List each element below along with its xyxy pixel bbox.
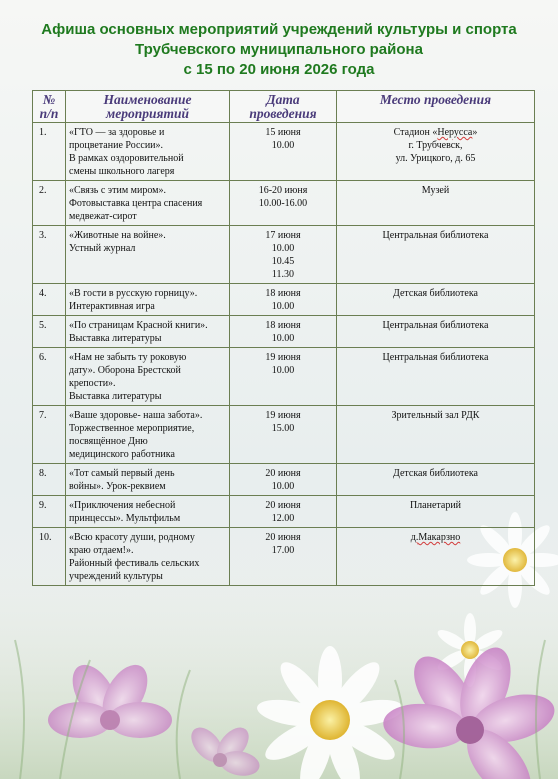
event-date-line: 11.30 (271, 269, 295, 280)
event-date (230, 348, 337, 406)
event-name-line: В рамках оздоровительной (69, 153, 184, 164)
row-number: 8. (33, 464, 66, 496)
event-date (230, 464, 337, 496)
event-name (66, 181, 230, 226)
event-date-line: 20 июня (265, 532, 301, 543)
table-row (33, 316, 535, 348)
event-name (66, 464, 230, 496)
table-row (33, 406, 535, 464)
event-name-line: краю отдаем!». (69, 545, 134, 556)
event-name-line: Районный фестиваль сельских (69, 558, 200, 569)
event-place (337, 284, 535, 316)
table-row (33, 348, 535, 406)
event-place-line: Планетарий (409, 500, 462, 511)
event-name-line: смены школьного лагеря (69, 166, 175, 177)
event-date (230, 496, 337, 528)
event-date-line: 12.00 (271, 513, 295, 524)
event-place-line: г. Трубчевск, (408, 140, 463, 151)
event-name (66, 284, 230, 316)
event-place-line (339, 126, 532, 139)
event-name-line: Устный журнал (69, 243, 136, 254)
event-name-line: «Всю красоту души, родному (69, 532, 195, 543)
event-date (230, 284, 337, 316)
table-row (33, 123, 535, 181)
event-date (230, 226, 337, 284)
header-num-line: № (42, 92, 56, 107)
event-name-line: «ГТО — за здоровье и (69, 127, 165, 138)
event-date-line: 10.45 (271, 256, 295, 267)
event-place-line: Зрительный зал РДК (391, 410, 480, 421)
event-place-line: Центральная библиотека (382, 320, 489, 331)
event-place (337, 316, 535, 348)
event-name (66, 528, 230, 586)
event-name-line: Выставка литературы (69, 391, 162, 402)
table-row (33, 464, 535, 496)
row-number: 3. (33, 226, 66, 284)
event-name (66, 226, 230, 284)
header-date-line: Дата (266, 92, 300, 107)
event-date-line: 20 июня (265, 468, 301, 479)
page-title (20, 20, 538, 80)
event-place (337, 464, 535, 496)
event-place-line (339, 531, 532, 544)
event-name (66, 496, 230, 528)
event-name-line: войны». Урок-реквием (69, 481, 166, 492)
event-date-line: 10.00-16.00 (258, 198, 308, 209)
table-row (33, 181, 535, 226)
row-number: 4. (33, 284, 66, 316)
header-date-line: проведения (249, 106, 317, 121)
event-date-line: 19 июня (265, 352, 301, 363)
event-name (66, 348, 230, 406)
event-name-line: процветание России». (69, 140, 164, 151)
header-date (230, 91, 337, 123)
title-line-3: с 15 по 20 июня 2026 года (183, 61, 375, 78)
event-place (337, 406, 535, 464)
event-date-line: 15.00 (271, 423, 295, 434)
place-text: Макарзно (418, 532, 461, 543)
event-place (337, 348, 535, 406)
event-date-line: 10.00 (271, 481, 295, 492)
event-date (230, 123, 337, 181)
place-text: д. (410, 532, 419, 543)
header-name-line: мероприятий (106, 106, 189, 121)
event-place (337, 181, 535, 226)
event-date (230, 528, 337, 586)
event-name-line: «Связь с этим миром». (69, 185, 166, 196)
header-name (66, 91, 230, 123)
event-name-line: Фотовыставка центра спасения (69, 198, 203, 209)
event-place-line: Музей (421, 185, 450, 196)
header-num (33, 91, 66, 123)
event-date (230, 406, 337, 464)
event-name (66, 406, 230, 464)
header-place-line: Место проведения (379, 92, 492, 107)
event-name-line: «Приключения небесной (69, 500, 176, 511)
event-place-line: Детская библиотека (393, 468, 478, 479)
event-date-line: 10.00 (271, 301, 295, 312)
table-row (33, 528, 535, 586)
place-text: Нерусса (437, 127, 473, 138)
title-line-2: Трубчевского муниципального района (135, 41, 423, 58)
event-date-line: 20 июня (265, 500, 301, 511)
event-name-line: крепости». (69, 378, 116, 389)
table-row (33, 284, 535, 316)
place-text: Стадион « (393, 127, 438, 138)
event-date-line: 17 июня (265, 230, 301, 241)
header-place (337, 91, 535, 123)
events-table (32, 90, 535, 586)
event-name-line: «Животные на войне». (69, 230, 166, 241)
event-name-line: «По страницам Красной книги». (69, 320, 208, 331)
event-place (337, 528, 535, 586)
event-name-line: посвящённое Дню (69, 436, 148, 447)
row-number: 7. (33, 406, 66, 464)
event-date-line: 19 июня (265, 410, 301, 421)
row-number: 10. (33, 528, 66, 586)
event-date-line: 10.00 (271, 243, 295, 254)
row-number: 6. (33, 348, 66, 406)
event-name-line: дату». Оборона Брестской (69, 365, 181, 376)
event-place (337, 123, 535, 181)
event-name-line: «Нам не забыть ту роковую (69, 352, 187, 363)
header-name-line: Наименование (103, 92, 192, 107)
row-number: 9. (33, 496, 66, 528)
row-number: 2. (33, 181, 66, 226)
row-number: 5. (33, 316, 66, 348)
event-date (230, 316, 337, 348)
row-number: 1. (33, 123, 66, 181)
event-place (337, 496, 535, 528)
event-place-line: Детская библиотека (393, 288, 478, 299)
event-name-line: «Тот самый первый день (69, 468, 175, 479)
event-place-line: ул. Урицкого, д. 65 (395, 153, 476, 164)
event-date-line: 10.00 (271, 140, 295, 151)
event-name-line: учреждений культуры (69, 571, 163, 582)
event-name-line: принцессы». Мультфильм (69, 513, 181, 524)
event-name-line: медицинского работника (69, 449, 175, 460)
event-name (66, 123, 230, 181)
event-place-line: Центральная библиотека (382, 352, 489, 363)
event-name-line: Интерактивная игра (69, 301, 155, 312)
event-date (230, 181, 337, 226)
event-name-line: «Ваше здоровье- наша забота». (69, 410, 203, 421)
event-date-line: 10.00 (271, 365, 295, 376)
title-line-1: Афиша основных мероприятий учреждений культуры и спорта (41, 21, 517, 38)
table-header-row (33, 91, 535, 123)
event-date-line: 17.00 (271, 545, 295, 556)
event-date-line: 18 июня (265, 288, 301, 299)
event-date-line: 18 июня (265, 320, 301, 331)
event-date-line: 16-20 июня (258, 185, 308, 196)
event-place-line: Центральная библиотека (382, 230, 489, 241)
event-date-line: 10.00 (271, 333, 295, 344)
event-name-line: Выставка литературы (69, 333, 162, 344)
event-name-line: Торжественное мероприятие, (69, 423, 195, 434)
event-date-line: 15 июня (265, 127, 301, 138)
event-name-line: «В гости в русскую горницу». (69, 288, 198, 299)
table-row (33, 226, 535, 284)
event-name-line: медвежат-сирот (69, 211, 137, 222)
event-name (66, 316, 230, 348)
event-place (337, 226, 535, 284)
table-row (33, 496, 535, 528)
place-text: » (472, 127, 478, 138)
header-num-line: п/п (39, 106, 59, 121)
